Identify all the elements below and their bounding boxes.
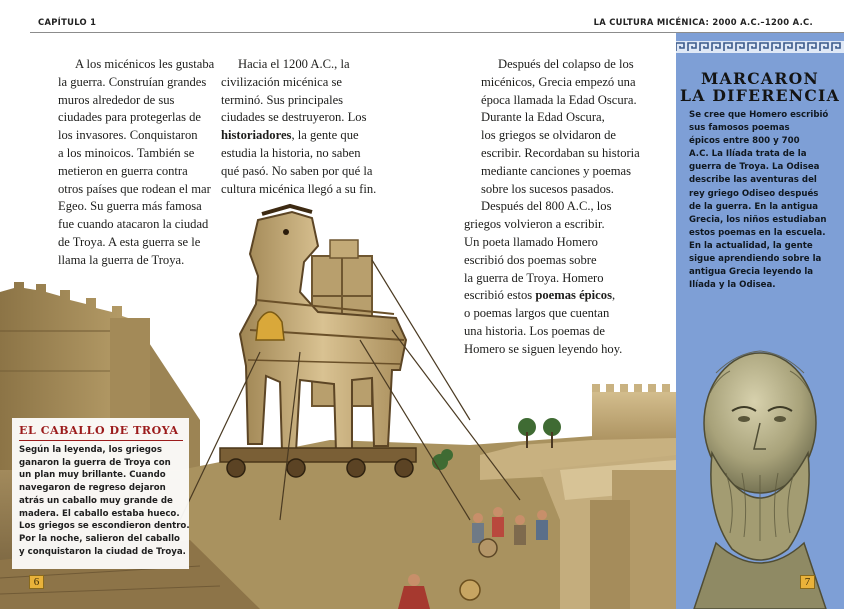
text-line: una historia. Los poemas de	[464, 323, 605, 338]
paragraph	[464, 56, 644, 198]
text-column-1	[41, 56, 221, 270]
text-fragment: ,	[611, 288, 616, 303]
text-line: A.C. La Ilíada trata de la	[689, 149, 807, 160]
title-line: MARCARON	[700, 69, 820, 88]
text-line: épicos entre 800 y 700	[689, 136, 800, 147]
text-line: mediante canciones y poemas	[481, 163, 632, 178]
text-line: estos poemas en la escuela.	[689, 227, 826, 238]
text-line: micénicos, Grecia empezó una	[481, 74, 636, 89]
text-line: terminó. Sus principales	[221, 92, 344, 107]
page-number-left: 6	[29, 575, 44, 589]
keyword-historiadores: historiadores	[221, 128, 292, 143]
text-line: En la actualidad, la gente	[689, 240, 813, 251]
text-column-2	[221, 56, 397, 198]
text-line: escribió dos poemas sobre	[464, 252, 597, 267]
sidebar-title	[676, 70, 844, 104]
title-line: LA DIFERENCIA	[679, 86, 841, 105]
text-fragment: , la gente que	[291, 128, 359, 143]
text-line: metieron en guerra contra	[58, 163, 188, 178]
text-line: escribir. Recordaban su historia	[481, 145, 640, 160]
text-line: ciudades se destruyeron. Los	[221, 110, 367, 125]
text-line: ganaron la guerra de Troya con	[19, 457, 171, 468]
text-line: a los minoicos. También se	[58, 145, 195, 160]
text-line: sus famosos poemas	[689, 123, 790, 134]
text-line: un plan muy brillante. Cuando	[19, 470, 166, 481]
text-line: rey griego Odiseo después	[689, 188, 819, 199]
text-line: civilización micénica se	[221, 74, 342, 89]
caption-rule	[19, 440, 183, 441]
text-line: los invasores. Conquistaron	[58, 128, 198, 143]
text-line: muros alrededor de sus	[58, 92, 175, 107]
text-line: los griegos se olvidaron de	[481, 128, 617, 143]
text-column-3	[464, 56, 644, 359]
text-line: Según la leyenda, los griegos	[19, 445, 162, 455]
greek-key-icon	[676, 41, 844, 53]
paragraph	[41, 56, 221, 270]
text-line: otros países que rodean el mar	[58, 181, 211, 196]
section-title: LA CULTURA MICÉNICA: 2000 A.C.–1200 A.C.	[593, 17, 813, 27]
caption-title: EL CABALLO DE TROYA	[19, 424, 179, 437]
text-line: Ilíada y la Odisea.	[689, 280, 776, 291]
text-line: época llamada la Edad Oscura.	[481, 92, 637, 107]
text-line	[221, 127, 397, 145]
text-line: de la guerra. En la antigua	[689, 201, 819, 212]
text-line: Después del colapso de los	[498, 57, 634, 71]
chapter-label: CAPÍTULO 1	[38, 17, 97, 27]
text-line: navegaron de regreso dejaron	[19, 483, 166, 494]
page-number-right: 7	[800, 575, 815, 589]
text-line: qué pasó. No saben por qué la	[221, 163, 373, 178]
keyword-poemas-epicos: poemas épicos	[535, 288, 612, 303]
text-line: cultura micénica llegó a su fin.	[221, 181, 377, 196]
caption-box	[12, 418, 189, 569]
text-line: A los micénicos les gustaba	[75, 57, 215, 71]
text-line: Durante la Edad Oscura,	[481, 110, 605, 125]
text-line: Se cree que Homero escribió	[689, 110, 829, 120]
text-line: madera. El caballo estaba hueco.	[19, 508, 180, 519]
text-line: Grecia, los niños estudiaban	[689, 214, 827, 225]
text-line: antigua Grecia leyendo la	[689, 267, 814, 278]
text-line: Hacia el 1200 A.C., la	[238, 57, 350, 71]
homer-bust-icon	[676, 333, 844, 609]
text-line: la guerra. Construían grandes	[58, 74, 207, 89]
text-line: llama la guerra de Troya.	[58, 252, 185, 267]
text-line: describe las aventuras del	[689, 175, 817, 186]
text-line: guerra de Troya. La Odisea	[689, 162, 820, 173]
caption-text	[19, 444, 190, 558]
text-line: fue cuando atacaron la ciudad	[58, 217, 209, 232]
text-line: Egeo. Su guerra más famosa	[58, 199, 202, 214]
text-line: sigue aprendiendo sobre la	[689, 254, 822, 265]
text-line: Homero se siguen leyendo hoy.	[464, 341, 623, 356]
text-line: de Troya. A esta guerra se le	[58, 234, 201, 249]
text-line: sobre los sucesos pasados.	[481, 181, 614, 196]
header-rule	[30, 32, 678, 33]
text-line: la guerra de Troya. Homero	[464, 270, 604, 285]
text-line: Un poeta llamado Homero	[464, 234, 598, 249]
sidebar-panel	[676, 33, 844, 609]
text-fragment: escribió estos	[464, 288, 536, 303]
text-line: griegos volvieron a escribir.	[464, 217, 605, 232]
text-line: o poemas largos que cuentan	[464, 306, 610, 321]
text-line: atrás un caballo muy grande de	[19, 495, 173, 506]
text-line: Los griegos se escondieron dentro.	[19, 521, 190, 532]
text-line: y conquistaron la ciudad de Troya.	[19, 546, 186, 557]
text-line: ciudades para protegerlas de	[58, 110, 202, 125]
sidebar-text	[689, 109, 841, 292]
text-line: estudia la historia, no saben	[221, 145, 361, 160]
text-line	[464, 287, 644, 305]
text-line: Después del 800 A.C., los	[481, 199, 612, 214]
text-line: Por la noche, salieron del caballo	[19, 533, 180, 544]
